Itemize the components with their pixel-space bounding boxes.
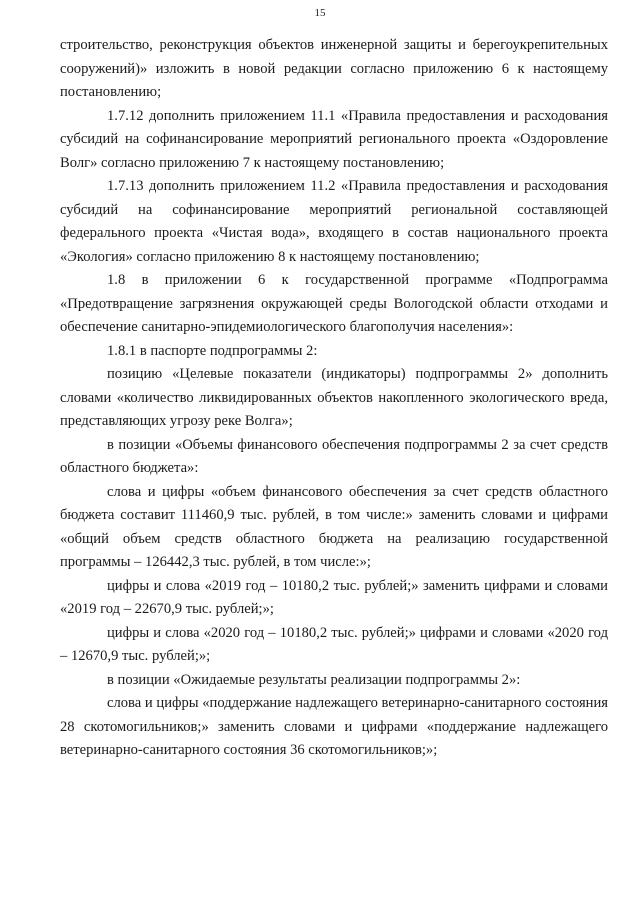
paragraph-1-8: 1.8 в приложении 6 к государственной программе «Подпрограмма «Предотвращение загрязнения окружающей среды Вологодской области отходами и обеспечение санитарно-эпидемиологического благополучия населения»: <box>60 272 608 335</box>
paragraph-funding-words: слова и цифры «объем финансового обеспечения за счет средств областного бюджета составит 111460,9 тыс. рублей, в том числе:» заменить словами и цифрами «общий объем средств областного бюджета на реализацию государственной программы – 126442,3 тыс. рублей, в том числе:»; <box>60 483 608 570</box>
paragraph-1-8-1: 1.8.1 в паспорте подпрограммы 2: <box>107 342 318 359</box>
document-body <box>60 34 608 763</box>
paragraph-continuation: строительство, реконструкция объектов инженерной защиты и берегоукрепительных сооружений)» изложить в новой редакции согласно приложению 6 к настоящему постановлению; <box>60 37 608 100</box>
paragraph-2019-figures: цифры и слова «2019 год – 10180,2 тыс. рублей;» заменить цифрами и словами «2019 год – 22670,9 тыс. рублей;»; <box>60 577 608 617</box>
paragraph-cattle-burial-sites: слова и цифры «поддержание надлежащего ветеринарно-санитарного состояния 28 скотомогильников;» заменить словами и цифрами «поддержание надлежащего ветеринарно-санитарного состояния 36 скотомогильников;»; <box>60 695 608 758</box>
paragraph-expected-results: в позиции «Ожидаемые результаты реализации подпрограммы 2»: <box>107 671 521 688</box>
page-number: 15 <box>314 7 326 19</box>
paragraph-1-7-12: 1.7.12 дополнить приложением 11.1 «Правила предоставления и расходования субсидий на софинансирование мероприятий регионального проекта «Оздоровление Волг» согласно приложению 7 к настоящему постановлению; <box>60 107 608 171</box>
paragraph-funding-position: в позиции «Объемы финансового обеспечения подпрограммы 2 за счет средств областного бюджета»: <box>60 436 608 476</box>
paragraph-1-7-13: 1.7.13 дополнить приложением 11.2 «Правила предоставления и расходования субсидий на софинансирование мероприятий региональной составляющей федерального проекта «Чистая вода», входящего в состав национального проекта «Экология» согласно приложению 8 к настоящему постановлению; <box>60 178 608 265</box>
paragraph-target-indicators: позицию «Целевые показатели (индикаторы) подпрограммы 2» дополнить словами «количество ликвидированных объектов накопленного экологического вреда, представляющих угрозу реке Волга»; <box>60 366 608 429</box>
paragraph-2020-figures: цифры и слова «2020 год – 10180,2 тыс. рублей;» цифрами и словами «2020 год – 12670,9 тыс. рублей;»; <box>60 624 608 664</box>
